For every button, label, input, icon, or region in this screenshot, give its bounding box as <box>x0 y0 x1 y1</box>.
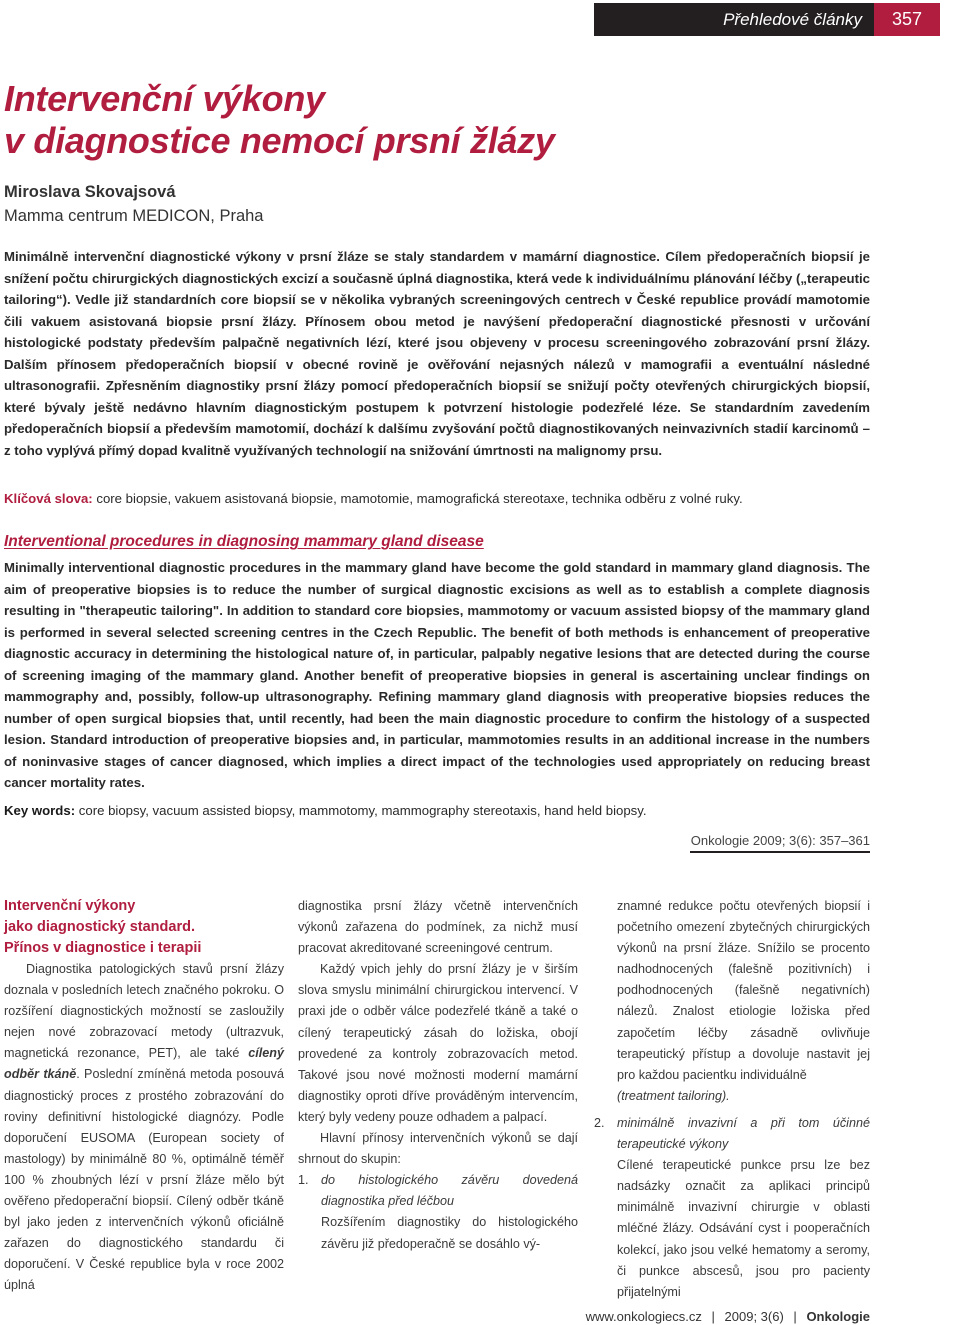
body-paragraph: diagnostika prsní žlázy včetně intervenčních výkonů zařazena do podmínek, za nichž musí pracovat akreditované screeningové centrum. <box>298 899 578 956</box>
english-title: Interventional procedures in diagnosing mammary gland disease <box>4 533 484 550</box>
list-item-number: 1. <box>298 1173 309 1188</box>
list-item-term: (treatment tailoring). <box>617 1088 730 1103</box>
body-text: Diagnostika patologických stavů prsní žlázy doznala v posledních letech značného pokroku. O rozšíření diagnostických možností se zasloužily nejen nové zobrazovací metody (ultrazvuk, magnetická rezonance, PET), ale také <box>4 962 284 1061</box>
journal-url: www.onkologiecs.cz <box>585 1309 702 1324</box>
list-item-title: minimálně invazivní a při tom účinné terapeutické výkony <box>617 1115 870 1152</box>
title-line-2: v diagnostice nemocí prsní žlázy <box>4 120 555 161</box>
journal-issue: 2009; 3(6) <box>724 1309 784 1324</box>
list-item-text: Rozšířením diagnostiky do histologického závěru již předoperačně se dosáhlo vý- <box>321 1215 578 1251</box>
running-header <box>594 3 940 36</box>
list-item-title: do histologického závěru dovedená diagnostika před léčbou <box>321 1173 578 1209</box>
author-affiliation: Mamma centrum MEDICON, Praha <box>4 207 264 225</box>
journal-citation: Onkologie 2009; 3(6): 357–361 <box>690 833 870 853</box>
body-text: . Poslední zmíněná metoda posouvá diagnostický proces z prostého zobrazování do roviny definitivní histologické diagnózy. Podle doporučení EUSOMA (European society of mastology) by minimálně 80 %, optimálně téměř 100 % zhoubných lézí v prsní žláze mělo být ověřeno předoperační biopsií. Cílený odběr tkáně byl jako jeden z intervenčních výkonů oficiálně zařazen do diagnostického standardu či doporučení. V České republice byla v roce 2002 úplná <box>4 1067 284 1293</box>
keywords-czech <box>4 488 870 509</box>
abstract-english: Minimally interventional diagnostic procedures in the mammary gland have become the gold standard in mammary gland diagnosis. The aim of preoperative biopsies is to reduce the number of surgical diagnostic excisions as well as to establish a complete diagnosis resulting in "therapeutic tailoring". In addition to standard core biopsies, mammotomy or vacuum assisted biopsy of the mammary gland is performed in several selected screening centres in the Czech Republic. The benefit of both methods is enhancement of preoperative diagnostic accuracy in determining the histological nature of, in particular, palpably negative lesions that are detected during the course of screening imaging of the mammary gland. Another benefit of preoperative biopsies in general is ascertaining unclear findings on mammography and, possibly, follow-up ultrasonography. Refining mammary gland diagnosis with preoperative biopsies reduces the number of open surgical biopsies that, until recently, had been the main diagnostic procedure to confirm the histology of a suspected lesion. Standard introduction of preoperative biopsies and, in particular, mammotomies results in an additional increase in the numbers of noninvasive stages of cancer diagnosed, which implies a direct impact of the technologies used appropriately on reducing breast cancer mortality rates. <box>4 560 870 790</box>
page-number: 357 <box>874 3 940 36</box>
keywords-english-label: Key words: <box>4 803 76 818</box>
list-item-text: Cílené terapeutické punkce prsu lze bez nadsázky označit za aplikaci principů minimálně invazivní chirurgie v oblasti mléčné žlázy. Odsávání cyst i pooperačních kolekcí, jako jsou velké hematomy a seromy, či punkce abscesů, jsou pro pacienty přijatelnými <box>617 1158 870 1299</box>
body-paragraph: Každý vpich jehly do prsní žlázy je v širším slova smyslu minimální chirurgickou intervencí. V praxi jde o odběr válce podezřelé tkáně a také o cílený terapeutický zásah do ložiska, obojí provedené za kontroly zobrazovacích metod. Takové jsou nové možnosti moderní mamární diagnostiky oproti dříve prováděným intervencím, který byly vedeny pouze odhadem a palpací. <box>298 962 578 1124</box>
keywords-english <box>4 800 870 821</box>
article-title <box>4 78 555 162</box>
body-paragraph <box>4 959 284 1297</box>
abstract-czech: Minimálně intervenční diagnostické výkony v prsní žláze se staly standardem v mamární diagnostice. Cílem předoperačních biopsií je snížení počtu chirurgických diagnostických excizí a současně úplná diagnostika, která vede k individuálnímu plánování léčby („terapeutic tailoring“). Vedle již standardních core biopsií se v několika vybraných screeningových centrech v České republice provádí mamotomie čili vakuem asistovaná biopsie prsní žlázy. Přínosem obou metod je navýšení předoperační diagnostické přesnosti v určování histologické podstaty především palpačně negativních lézí, které jsou objeveny v procesu screeningového zobrazování prsní žlázy. Dalším přínosem předoperačních biopsií v obecné rovině je ověřování nejasných nálezů v mamografii a eventuální následné ultrasonografii. Zpřesněním diagnostiky prsní žlázy pomocí předoperačních biopsií se snižují počty otevřených chirurgických biopsií, které bývaly ještě nedávno hlavním diagnostickým postupem k potvrzení histologie podezřelé léze. Se standardním zavedením předoperačních biopsií a především mamotomií, dochází k dalšímu zvyšování počtů diagnostikovaných neinvazivních stadií karcinomů – z toho vyplývá přímý dopad kvalitně využívaných technologií na snižování úmrtnosti na malignomy prsu. <box>4 249 870 458</box>
list-item-text: znamné redukce počtu otevřených biopsií i početního omezení zbytečných chirurgických výkonů na prsní žláze. Snížilo se procento nadhodnocených (falešně pozitivních) i podhodnocených (falešně negativních) nálezů. Znalost etiologie ložiska před započetím léčby zásadně ovlivňuje terapeutický přístup a dovoluje nastavit jej pro každou pacientku individuálně <box>617 899 870 1082</box>
benefits-list <box>298 1170 578 1254</box>
title-line-1: Intervenční výkony <box>4 78 325 119</box>
section-heading-line-3: Přínos v diagnostice i terapii <box>4 940 202 956</box>
keywords-english-text: core biopsy, vacuum assisted biopsy, mammotomy, mammography stereotaxis, hand held biopsy. <box>78 803 647 818</box>
page-footer <box>586 1309 870 1324</box>
list-item-number: 2. <box>594 1115 605 1130</box>
body-paragraph: Hlavní přínosy intervenčních výkonů se dají shrnout do skupin: <box>298 1131 578 1167</box>
section-label: Přehledové články <box>594 3 874 36</box>
body-column-3 <box>594 896 870 1303</box>
section-heading-line-1: Intervenční výkony <box>4 898 136 914</box>
author-name: Miroslava Skovajsová <box>4 183 176 201</box>
body-column-1 <box>4 896 284 1297</box>
benefits-list <box>594 1113 870 1303</box>
body-column-2 <box>298 896 578 1255</box>
journal-name: Onkologie <box>806 1309 870 1324</box>
keywords-czech-label: Klíčová slova: <box>4 491 93 506</box>
keywords-czech-text: core biopsie, vakuem asistovaná biopsie, mamotomie, mamografická stereotaxe, technika odběru z volné ruky. <box>96 491 743 506</box>
footer-separator: | <box>793 1309 797 1324</box>
list-item-continuation <box>594 896 870 1107</box>
section-heading <box>4 896 284 959</box>
footer-separator: | <box>711 1309 715 1324</box>
emphasis-text: cílený odběr tkáně <box>4 1046 284 1082</box>
list-item <box>298 1170 578 1254</box>
section-heading-line-2: jako diagnostický standard. <box>4 919 195 935</box>
list-item <box>594 1113 870 1303</box>
